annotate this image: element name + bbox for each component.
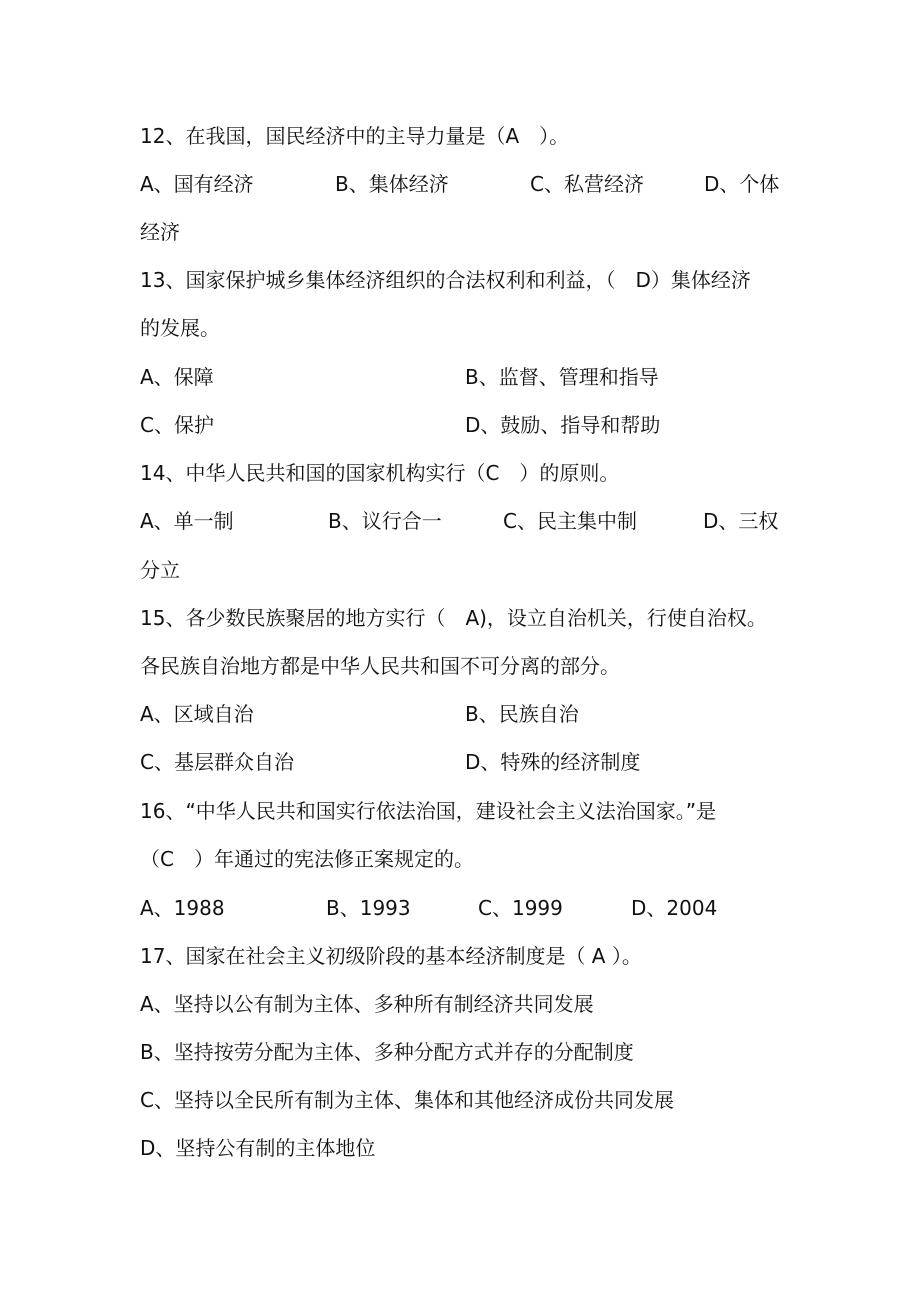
option-a: A、区域自治 bbox=[140, 702, 254, 726]
question-17-option-c: C、坚持以全民所有制为主体、集体和其他经济成份共同发展 bbox=[140, 1088, 674, 1112]
option-b: B、监督、管理和指导 bbox=[465, 365, 659, 389]
option-b: B、1993 bbox=[326, 896, 411, 920]
question-17-option-d: D、坚持公有制的主体地位 bbox=[140, 1136, 376, 1160]
question-16-stem-line-2: （C ）年通过的宪法修正案规定的。 bbox=[140, 847, 474, 871]
question-17-option-a: A、坚持以公有制为主体、多种所有制经济共同发展 bbox=[140, 992, 594, 1016]
option-a: A、单一制 bbox=[140, 509, 234, 533]
option-c: C、基层群众自治 bbox=[140, 750, 294, 774]
question-16-stem-line-1: 16、“中华人民共和国实行依法治国，建设社会主义法治国家。”是 bbox=[140, 799, 717, 823]
question-14-continuation: 分立 bbox=[140, 558, 180, 582]
option-b: B、集体经济 bbox=[335, 172, 449, 196]
question-17-stem: 17、国家在社会主义初级阶段的基本经济制度是（ A ）。 bbox=[140, 944, 642, 968]
option-c: C、保护 bbox=[140, 413, 214, 437]
option-d: D、2004 bbox=[631, 896, 718, 920]
option-d: D、三权 bbox=[703, 509, 779, 533]
option-c: C、民主集中制 bbox=[503, 509, 637, 533]
option-d: D、特殊的经济制度 bbox=[465, 750, 641, 774]
option-c: C、1999 bbox=[478, 896, 563, 920]
question-13-stem-line-1: 13、国家保护城乡集体经济组织的合法权利和利益，（ D）集体经济 bbox=[140, 268, 751, 292]
question-17-option-b: B、坚持按劳分配为主体、多种分配方式并存的分配制度 bbox=[140, 1040, 634, 1064]
question-13-stem-line-2: 的发展。 bbox=[140, 316, 220, 340]
option-a: A、1988 bbox=[140, 896, 225, 920]
question-12-stem: 12、在我国，国民经济中的主导力量是（A ）。 bbox=[140, 124, 570, 148]
question-15-stem-line-1: 15、各少数民族聚居的地方实行（ A)，设立自治机关，行使自治权。 bbox=[140, 606, 767, 630]
question-12-continuation: 经济 bbox=[140, 220, 180, 244]
option-a: A、保障 bbox=[140, 365, 214, 389]
option-d: D、鼓励、指导和帮助 bbox=[465, 413, 661, 437]
option-b: B、民族自治 bbox=[465, 702, 579, 726]
option-c: C、私营经济 bbox=[530, 172, 644, 196]
question-15-stem-line-2: 各民族自治地方都是中华人民共和国不可分离的部分。 bbox=[140, 654, 620, 678]
question-14-stem: 14、中华人民共和国的国家机构实行（C ）的原则。 bbox=[140, 461, 620, 485]
option-a: A、国有经济 bbox=[140, 172, 254, 196]
option-d: D、个体 bbox=[704, 172, 780, 196]
option-b: B、议行合一 bbox=[328, 509, 442, 533]
